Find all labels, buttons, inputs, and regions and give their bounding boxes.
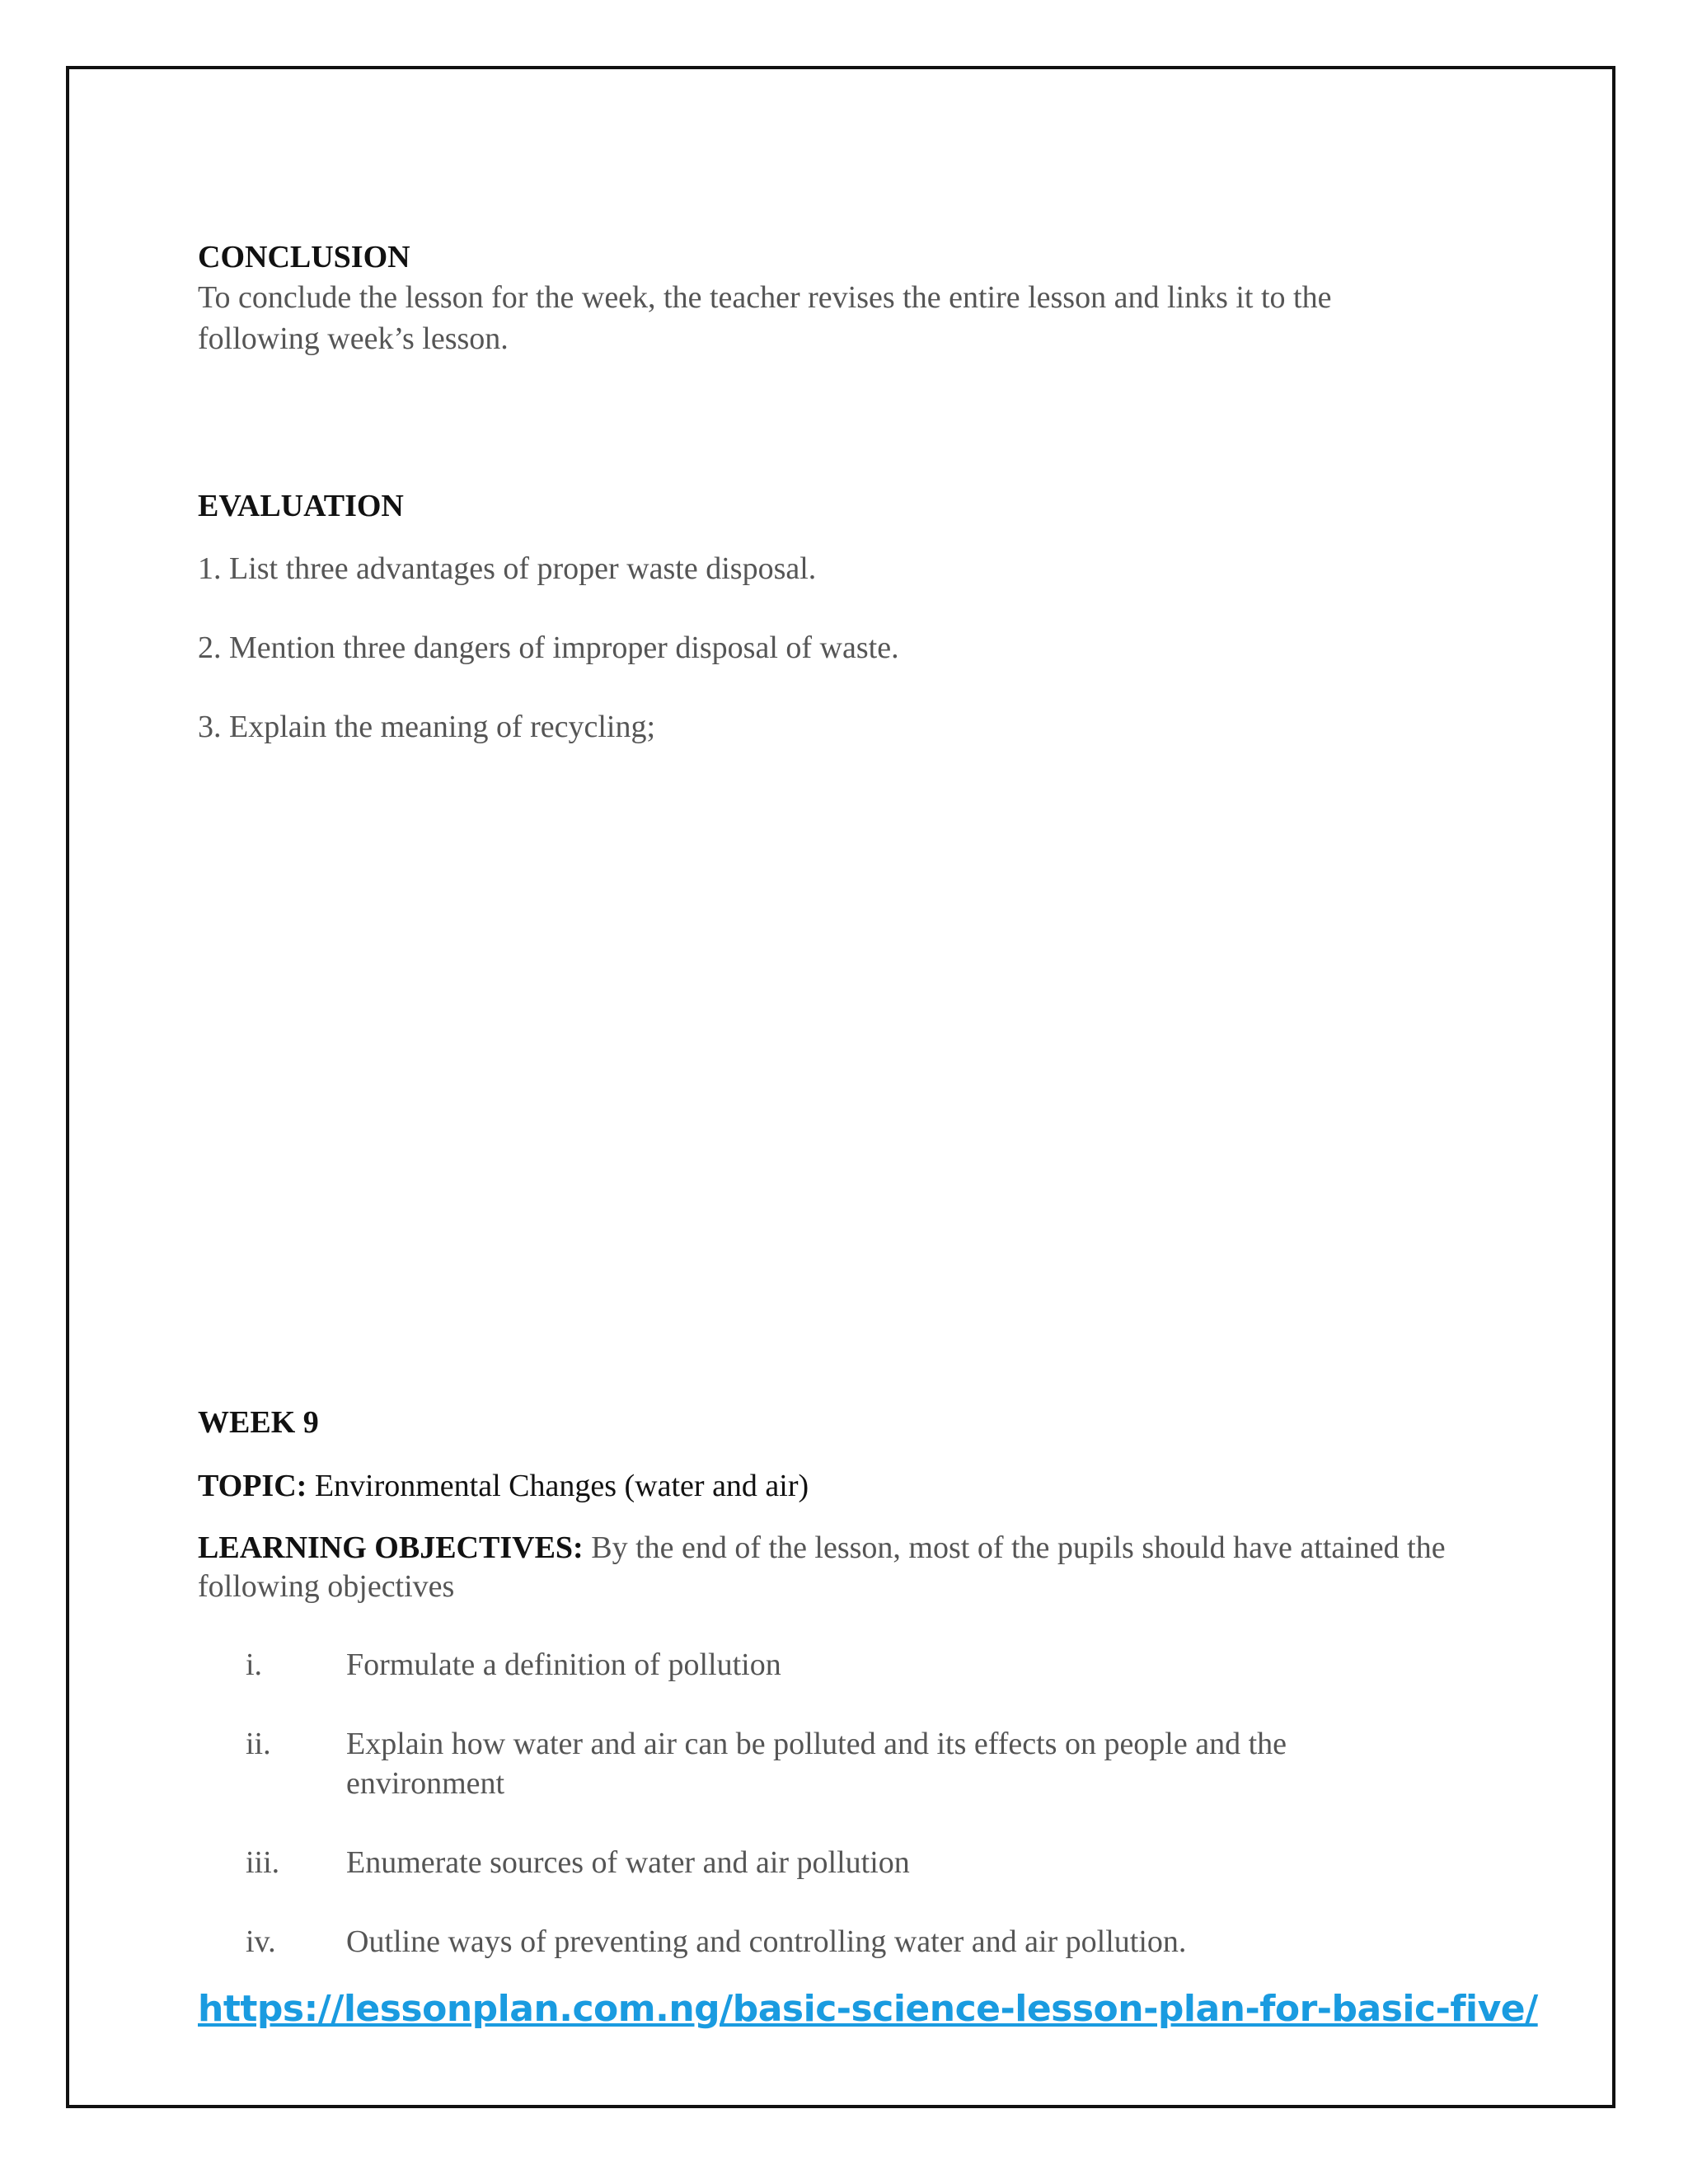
week-heading: WEEK 9 bbox=[198, 1405, 319, 1440]
source-link[interactable]: https://lessonplan.com.ng/basic-science-lesson-plan-for-basic-five/ bbox=[198, 1988, 1538, 2030]
objectives-label: LEARNING OBJECTIVES: bbox=[198, 1530, 584, 1565]
objective-number: i. bbox=[246, 1647, 263, 1682]
objectives-intro: By the end of the lesson, most of the pupils should have attained the following objectives bbox=[198, 1530, 1446, 1604]
objective-text: Explain how water and air can be polluted and its effects on people and the environment bbox=[346, 1727, 1287, 1801]
topic-value: Environmental Changes (water and air) bbox=[314, 1469, 809, 1503]
topic-label: TOPIC: bbox=[198, 1469, 307, 1503]
conclusion-text: To conclude the lesson for the week, the teacher revises the entire lesson and links it to the following week’s lesson. bbox=[198, 280, 1332, 356]
objective-text: Outline ways of preventing and controlling water and air pollution. bbox=[346, 1924, 1187, 1959]
evaluation-heading: EVALUATION bbox=[198, 489, 404, 523]
evaluation-item: 2. Mention three dangers of improper disposal of waste. bbox=[198, 630, 899, 665]
objectives-intro-line bbox=[198, 1528, 1484, 1605]
objective-number: iii. bbox=[246, 1845, 280, 1880]
objective-text: Formulate a definition of pollution bbox=[346, 1647, 781, 1682]
conclusion-heading: CONCLUSION bbox=[198, 240, 410, 274]
evaluation-item: 3. Explain the meaning of recycling; bbox=[198, 710, 656, 744]
objective-text: Enumerate sources of water and air pollution bbox=[346, 1845, 910, 1880]
topic-line bbox=[198, 1465, 1517, 1507]
objective-number: iv. bbox=[246, 1924, 276, 1959]
evaluation-item: 1. List three advantages of proper waste disposal. bbox=[198, 551, 817, 586]
objective-number: ii. bbox=[246, 1727, 271, 1761]
